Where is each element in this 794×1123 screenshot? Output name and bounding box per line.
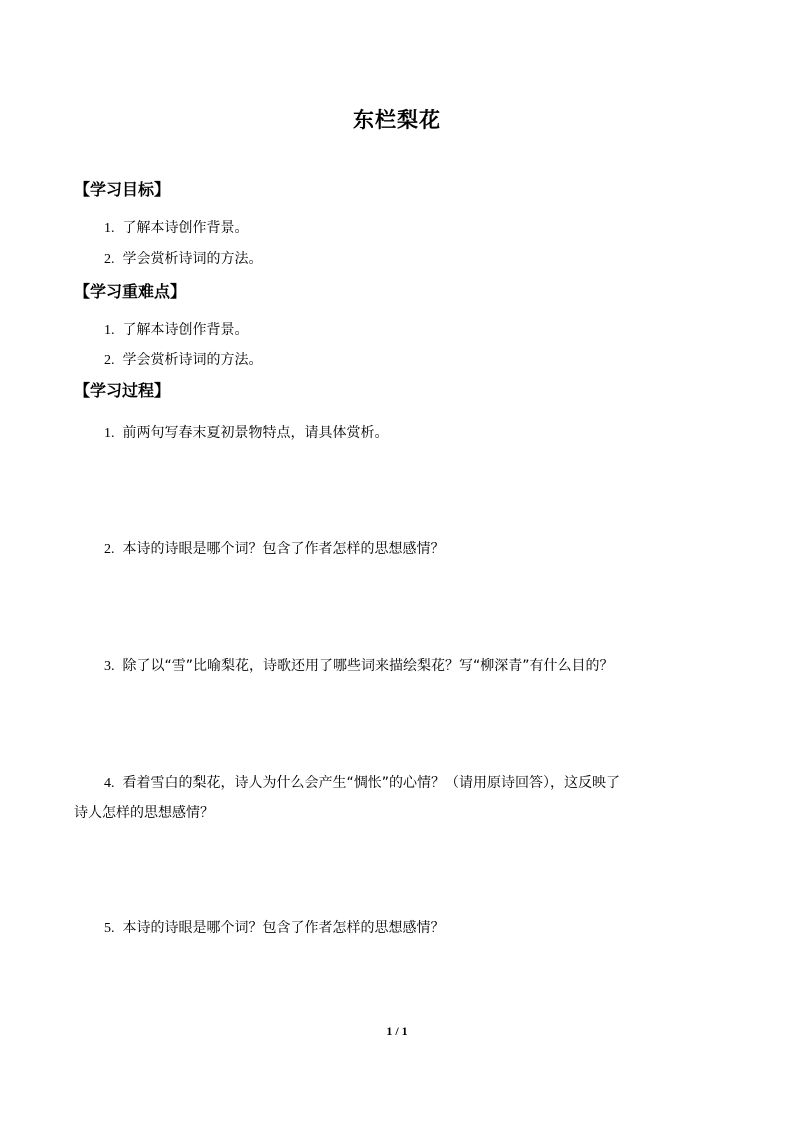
question-number: 3. — [104, 659, 115, 674]
question-text: 前两句写春末夏初景物特点，请具体赏析。 — [122, 425, 389, 441]
question-text: 本诗的诗眼是哪个词？包含了作者怎样的思想感情？ — [122, 920, 445, 936]
section-heading-key-points: 【学习重难点】 — [74, 282, 187, 301]
section-heading-learning-goals: 【学习目标】 — [74, 180, 171, 199]
goal-item — [104, 249, 263, 270]
question-item — [104, 773, 620, 794]
question-text: 除了以“雪”比喻梨花，诗歌还用了哪些词来描绘梨花？写“柳深青”有什么目的？ — [122, 658, 614, 674]
key-point-number: 1. — [104, 323, 115, 338]
goal-item-text: 了解本诗创作背景。 — [122, 220, 249, 236]
question-item — [104, 423, 389, 444]
question-number: 2. — [104, 542, 115, 557]
goal-item-text: 学会赏析诗词的方法。 — [122, 251, 263, 267]
key-point-item — [104, 350, 263, 371]
section-heading-learning-process: 【学习过程】 — [74, 381, 171, 400]
goal-item-number: 2. — [104, 252, 115, 267]
question-text: 本诗的诗眼是哪个词？包含了作者怎样的思想感情？ — [122, 541, 445, 557]
question-number: 1. — [104, 426, 115, 441]
document-title: 东栏梨花 — [353, 107, 441, 132]
question-item — [104, 918, 445, 939]
goal-item — [104, 218, 249, 239]
question-number: 4. — [104, 776, 115, 791]
goal-item-number: 1. — [104, 221, 115, 236]
key-point-text: 了解本诗创作背景。 — [122, 322, 249, 338]
question-number: 5. — [104, 921, 115, 936]
key-point-text: 学会赏析诗词的方法。 — [122, 352, 263, 368]
question-item — [104, 656, 614, 677]
key-point-number: 2. — [104, 353, 115, 368]
question-item — [104, 539, 445, 560]
page-number: 1 / 1 — [386, 1024, 408, 1038]
question-text-continuation: 诗人怎样的思想感情？ — [74, 805, 214, 821]
key-point-item — [104, 320, 249, 341]
question-text: 看着雪白的梨花，诗人为什么会产生“惆怅”的心情？（请用原诗回答），这反映了 — [122, 775, 621, 791]
